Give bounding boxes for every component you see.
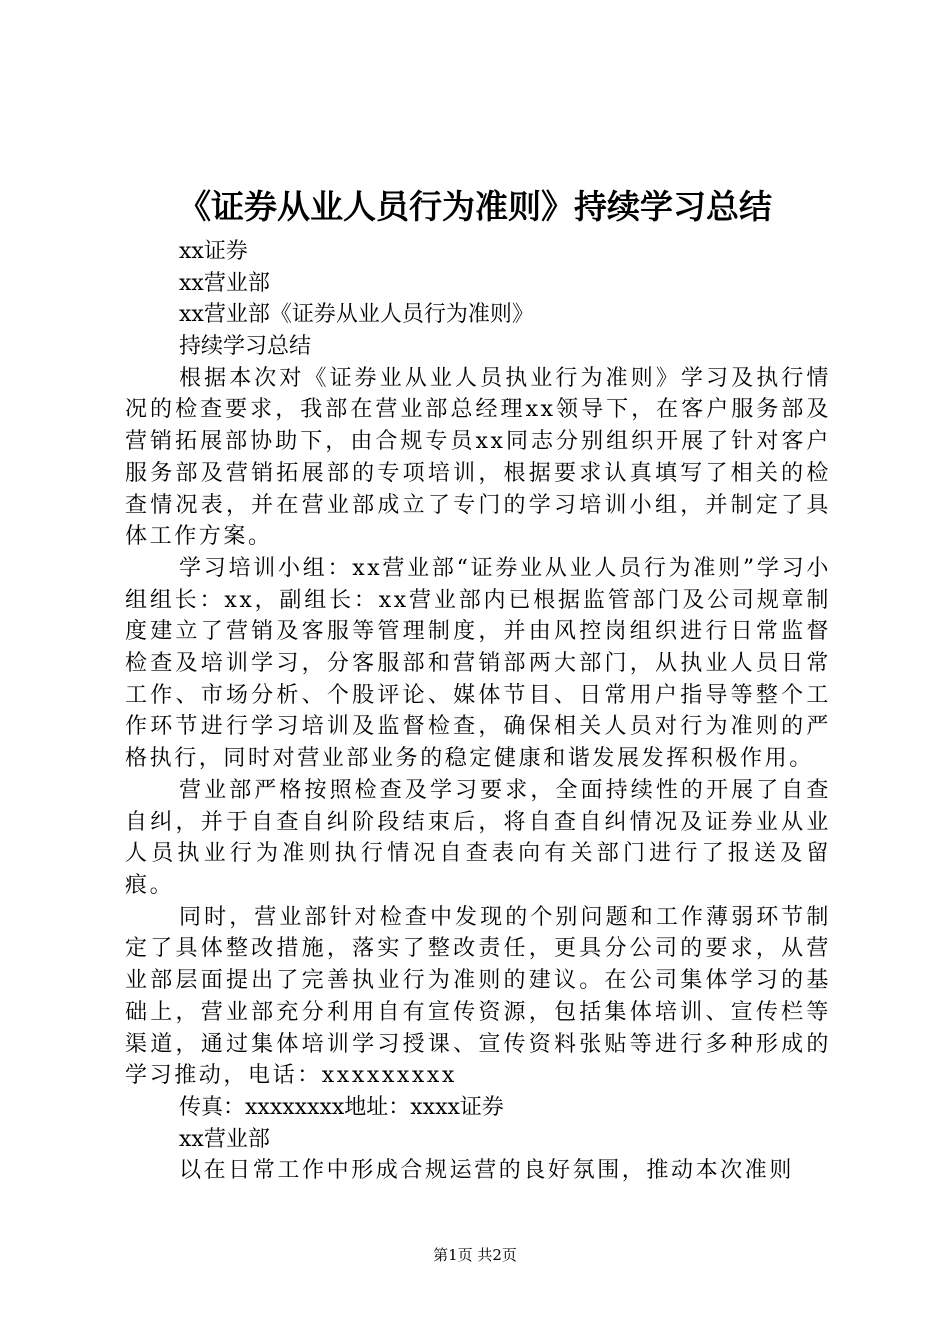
header-line-subject: xx营业部《证券从业人员行为准则》: [179, 302, 534, 328]
paragraph-4: 同时，营业部针对检查中发现的个别问题和工作薄弱环节制定了具体整改措施，落实了整改责任，更具分公司的要求，从营业部层面提出了完善执业行为准则的建议。在公司集体学习的基础上，营业部充分利用自有宣传资源，包括集体培训、宣传栏等渠道，通过集体培训学习授课、宣传资料张贴等进行多种形成的学习推动，电话：xxxxxxxxx: [125, 904, 831, 1089]
tail-line-continuation: 以在日常工作中形成合规运营的良好氛围，推动本次准则: [179, 1158, 795, 1184]
header-line-branch: xx营业部: [179, 270, 270, 296]
tail-line-fax-address: 传真：xxxxxxxx地址：xxxx证券: [179, 1094, 504, 1120]
header-line-summary: 持续学习总结: [179, 334, 312, 360]
tail-line-branch: xx营业部: [179, 1126, 270, 1152]
document-title: 《证券从业人员行为准则》持续学习总结: [178, 187, 772, 226]
paragraph-1: 根据本次对《证券业从业人员执业行为准则》学习及执行情况的检查要求，我部在营业部总经理xx领导下，在客户服务部及营销拓展部协助下，由合规专员xx同志分别组织开展了针对客户服务部及营销拓展部的专项培训，根据要求认真填写了相关的检查情况表，并在营业部成立了专门的学习培训小组，并制定了具体工作方案。: [125, 365, 831, 550]
header-line-company: xx证券: [179, 239, 248, 264]
page-footer: 第1页 共2页: [433, 1246, 517, 1264]
paragraph-2: 学习培训小组：xx营业部“证券业从业人员行为准则”学习小组组长：xx，副组长：xx营业部内已根据监管部门及公司规章制度建立了营销及客服等管理制度，并由风控岗组织进行日常监督检查及培训学习，分客服部和营销部两大部门，从执业人员日常工作、市场分析、个股评论、媒体节目、日常用户指导等整个工作环节进行学习培训及监督检查，确保相关人员对行为准则的严格执行，同时对营业部业务的稳定健康和谐发展发挥积极作用。: [125, 555, 831, 772]
document-body: [125, 236, 831, 1187]
paragraph-3: 营业部严格按照检查及学习要求，全面持续性的开展了自查自纠，并于自查自纠阶段结束后，将自查自纠情况及证券业从业人员执业行为准则执行情况自查表向有关部门进行了报送及留痕。: [125, 777, 831, 898]
